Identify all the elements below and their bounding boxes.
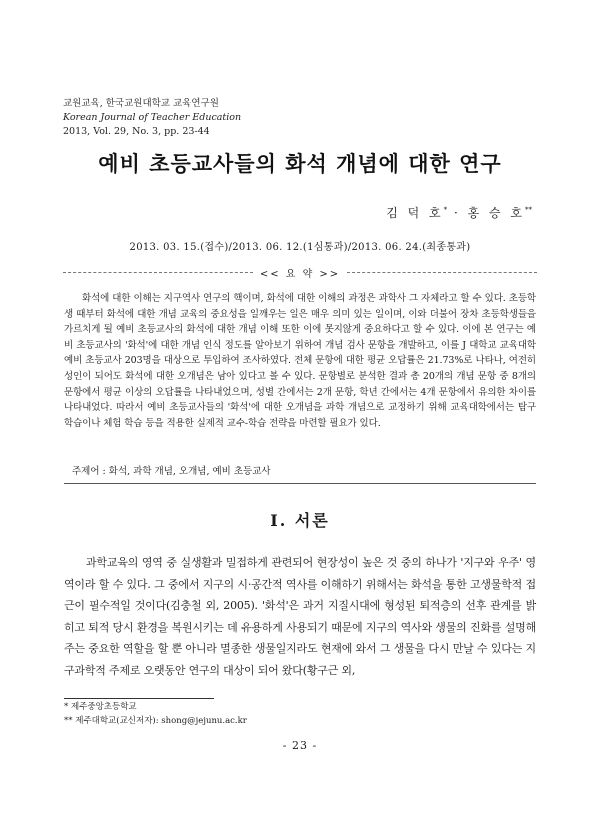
journal-info (63, 97, 363, 139)
body-paragraph: 과학교육의 영역 중 실생활과 밀접하게 관련되어 현장성이 높은 것 중의 하나가 '지구와 우주' 영역이라 할 수 있다. 그 중에서 지구의 시·공간적 역사를 이해하기 위해서는 화석을 통한 고생물학적 접근이 필수적일 것이다(김충철 외, 2005). '화석'은 과거 지질시대에 형성된 퇴적층의 선후 관계를 밝히고 퇴적 당시 환경을 복원시키는 데 유용하게 사용되기 때문에 지구의 역사와 생물의 진화를 설명해 주는 중요한 역할을 할 뿐 아니라 멸종한 생물일지라도 현재에 와서 그 생물을 다시 만날 수 있다는 지구과학적 주제로 오랫동안 연구의 대상이 되어 왔다(황구근 외, (64, 556, 536, 677)
author-1: 김 덕 호 (386, 206, 444, 220)
section-heading: Ⅰ. 서론 (270, 511, 330, 530)
submission-dates: 2013. 03. 15.(접수)/2013. 06. 12.(1심통과)/2013. 06. 24.(최종통과) (129, 242, 471, 253)
keywords: 주제어 : 화석, 과학 개념, 오개념, 예비 초등교사 (72, 466, 271, 477)
footnotes (64, 700, 247, 728)
page-number: - 23 - (282, 739, 318, 752)
author-separator: · (453, 206, 461, 220)
abstract-heading (63, 265, 537, 279)
footnote-rule (64, 698, 214, 699)
paper-title: 예비 초등교사들의 화석 개념에 대한 연구 (98, 151, 502, 176)
footnote-1: * 제주중앙초등학교 (64, 702, 137, 712)
author-2: 홍 승 호 (467, 206, 525, 220)
author-1-mark: * (443, 206, 448, 214)
journal-korean: 교원교육, 한국교원대학교 교육연구원 (63, 98, 219, 109)
journal-english: Korean Journal of Teacher Education (63, 112, 242, 123)
abstract-text: 화석에 대한 이해는 지구역사 연구의 핵이며, 화석에 대한 이해의 과정은 과학사 그 자체라고 할 수 있다. 초등학생 때부터 화석에 대한 개념 교육의 중요성을 일깨우는 일은 매우 의미 있는 일이며, 이와 더불어 장차 초등학생들을 가르치게 될 예비 초등교사의 화석에 대한 개념 이해 또한 이에 못지않게 중요하다고 할 수 있다. 이에 본 연구는 예비 초등교사의 '화석'에 대한 개념 인식 정도를 알아보기 위하여 개념 검사 문항을 개발하고, 이를 J 대학교 교육대학 예비 초등교사 203명을 대상으로 투입하여 조사하였다. 전체 문항에 대한 평균 오답률은 21.73%로 나타나, 여전히 성인이 되어도 화석에 대한 오개념은 남아 있다고 볼 수 있다. 문항별로 분석한 결과 총 20개의 개념 문항 중 8개의 문항에서 평균 이상의 오답률을 나타내었으며, 성별 간에서는 2개 문항, 학년 간에서는 4개 문항에서 유의한 차이를 나타내었다. 따라서 예비 초등교사들의 '화석'에 대한 오개념을 과학 개념으로 교정하기 위해 교육대학에서는 탐구 학습이나 체험 학습 등을 적용한 실제적 교수-학습 전략을 마련할 필요가 있다. (64, 293, 536, 429)
journal-volume: 2013, Vol. 29, No. 3, pp. 23-44 (63, 126, 210, 137)
author-2-mark: ** (525, 206, 532, 214)
author-line (386, 204, 532, 221)
abstract-heading-label: << 요 약 >> (259, 269, 341, 280)
footnote-2: ** 제주대학교(교신저자): shong@jejunu.ac.kr (64, 716, 247, 726)
heading-divider-right (347, 272, 537, 273)
abstract-rule (64, 483, 536, 484)
